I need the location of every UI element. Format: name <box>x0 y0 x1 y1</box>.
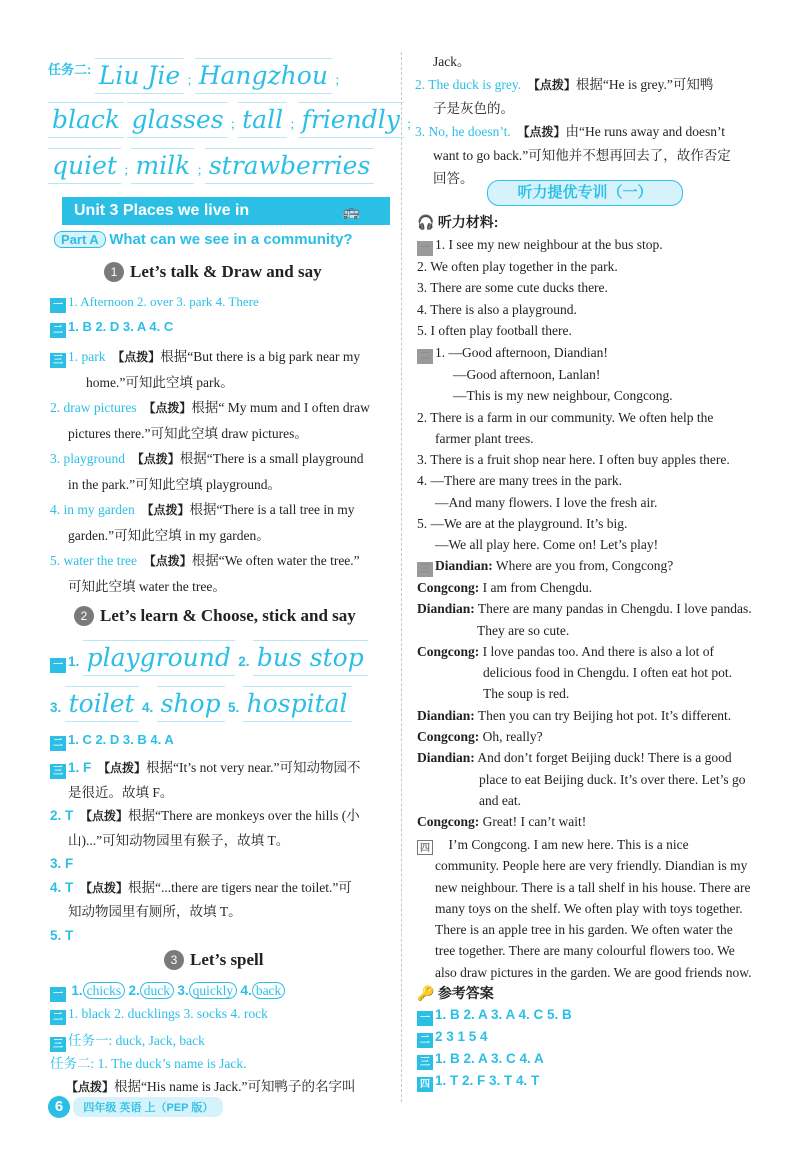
material-3-dialogue: 三 Diandian: Where are you from, Congcong? Congcong: I am from Chengdu. Diandian: There are many pandas in Chengdu. I love pandas. They are so cute. Congcong: I love pandas too. And there is also a lot of delicious food in Chengdu. I often eat hot pot. The soup is red. Diandian: Then you can try Beijing hot pot. It’s different. Congcong: Oh, really? Diandian: And don’t forget Beijing duck! There is a good place to eat Beijing duck. It’s over there. Let’s go and eat. Congcong: Great! I can’t wait! <box>417 558 752 830</box>
s2-q2: 二 1. C 2. D 3. B 4. A <box>50 732 174 751</box>
right-continuation: Jack。 2. The duck is grey. 【点拨】根据“He is grey.”可知鸭 子是灰色的。 3. No, he doesn’t. 【点拨】由“He runs away and doesn’t want to go back.”可知他并不想再回去了，故作否定 回答。 <box>415 54 731 186</box>
hw-word: bus stop <box>253 640 368 676</box>
s3-q2: 二 1. black 2. ducklings 3. socks 4. rock <box>50 1006 268 1025</box>
answer-header: 🔑 参考答案 <box>417 985 494 1002</box>
s3-q1: 一 1. chicks 2. duck 3. quickly 4. back <box>50 983 285 1002</box>
key-icon: 🔑 <box>417 987 435 1002</box>
s3-hint: 【点拨】根据“His name is Jack.”可知鸭子的名字叫 <box>66 1079 356 1094</box>
material-2: 二 1. —Good afternoon, Diandian! —Good afternoon, Lanlan! —This is my new neighbour, Congcong. 2. There is a farm in our community. We often help the farmer plant trees. 3. There is a fruit shop near here. I often buy apples there. 4. —There are many trees in the park. —And many flowers. I love the fresh air. 5. —We are at the playground. It’s big. —We all play here. Come on! Let’s play! <box>417 345 730 553</box>
material-header: 🎧 听力材料: <box>417 214 499 231</box>
hw-word: Hangzhou <box>195 58 332 94</box>
s1-q1: 一 1. Afternoon 2. over 3. park 4. There <box>50 294 259 313</box>
hw-word: hospital <box>243 686 352 722</box>
bus-icon: 🚌 <box>342 203 360 219</box>
section-title: Let’s talk & Draw and say <box>130 262 322 281</box>
section-2-header <box>74 606 356 626</box>
hw-word: friendly <box>298 102 404 138</box>
unit-title: Unit 3 Places we live in <box>74 202 250 219</box>
s3-task2: 任务二: 1. The duck’s name is Jack. <box>50 1056 247 1071</box>
hw-word: black <box>48 102 124 138</box>
section-title: Let’s learn & Choose, stick and say <box>100 606 356 625</box>
section-title: Let’s spell <box>190 950 264 969</box>
hw-word: Liu Jie <box>95 58 184 94</box>
answer-key: 一 1. B 2. A 3. A 4. C 5. B 二 2 3 1 5 4 三 1. B 2. A 3. C 4. A 四 1. T 2. F 3. T 4. T <box>417 1004 757 1092</box>
section-number: 1 <box>104 262 124 282</box>
page-footer <box>48 1096 223 1118</box>
hw-word: tall <box>238 102 287 138</box>
page-number: 6 <box>48 1096 70 1118</box>
s2-handwriting: 一 1. playground 2. bus stop 3. toilet 4. shop 5. hospital <box>50 640 390 732</box>
hw-word: glasses <box>127 102 227 138</box>
material-1: 一 1. I see my new neighbour at the bus stop. 2. We often play together in the park. 3. There are some cute ducks there. 4. There is also a playground. 5. I often play football there. <box>417 237 663 338</box>
hw-word: playground <box>83 640 235 676</box>
part-a-title: What can we see in a community? <box>109 231 353 248</box>
task2-label: 任务二: <box>48 62 92 77</box>
column-divider <box>401 52 402 1102</box>
section-number: 3 <box>164 950 184 970</box>
hw-word: strawberries <box>205 148 374 184</box>
s3-task1: 三 任务一: duck, Jack, back <box>50 1029 205 1052</box>
footer-book-title: 四年级 英语 上（PEP 版） <box>73 1097 223 1117</box>
hw-word: quiet <box>48 148 121 184</box>
section-1-header <box>104 262 322 282</box>
unit-title-bar <box>62 197 390 225</box>
handwriting-block: 任务二: Liu Jie ; Hangzhou ; black glasses ; tall ; friendly ; quiet ; milk ; strawberries <box>48 58 390 190</box>
headphones-icon: 🎧 <box>417 216 435 231</box>
s2-q3: 三 1. F 【点拨】根据“It’s not very near.”可知动物园不 是很近。故填 F。 2. T 【点拨】根据“There are monkeys over the hills (小 山)...”可知动物园里有猴子，故填 T。 3. F 4. T 【点拨】根据“...there are tigers near the toilet.”可 知动物园里有厕所，故填 T。 5. T <box>50 760 361 943</box>
hw-word: milk <box>131 148 194 184</box>
section-3-header <box>164 950 264 970</box>
hw-word: toilet <box>65 686 139 722</box>
section-number: 2 <box>74 606 94 626</box>
part-a-header <box>54 231 394 248</box>
listening-title-banner: 听力提优专训（一） <box>487 180 683 206</box>
material-4-passage: 四 I’m Congcong. I am new here. This is a nice community. People here are very friendly. Diandian is my new neighbour. There is a tall shelf in his house. There are many toys on the shelf. We often play with toys together. There is an apple tree in his garden. We often water the tree together. There are many colourful flowers too. We also draw pictures in the garden. We are good friends now. <box>417 834 757 983</box>
s1-q2: 二 1. B 2. D 3. A 4. C <box>50 319 173 338</box>
part-a-label: Part A <box>54 231 106 248</box>
hw-word: shop <box>157 686 225 722</box>
s1-q3: 三 1. park 【点拨】根据“But there is a big park near my home.”可知此空填 park。 2. draw pictures 【点拨】根据“ My mum and I often draw pictures there.”可知此空填 draw pictures。 3. playground 【点拨】根据“There is a small playground in the park.”可知此空填 playground。 4. in my garden 【点拨】根据“There is a tall tree in my garden.”可知此空填 in my garden。 5. water the tree 【点拨】根据“We often water the tree.” 可知此空填 water the tree。 <box>50 349 370 594</box>
